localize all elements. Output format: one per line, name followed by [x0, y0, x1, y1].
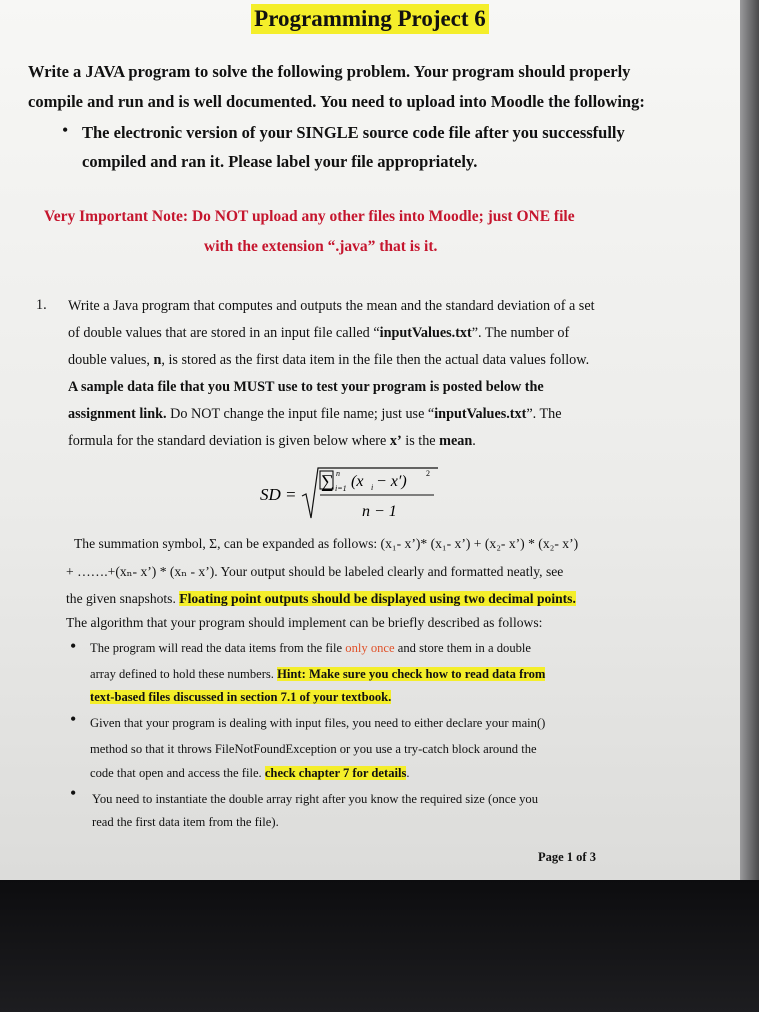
text-span: ”. The — [526, 406, 562, 422]
text-span: code that open and access the file. — [90, 766, 265, 780]
task-line-4: A sample data file that you MUST use to test your program is posted below the — [68, 379, 544, 395]
text-span: array defined to hold these numbers. — [90, 667, 278, 681]
task-line-5 — [68, 406, 562, 423]
filename-bold: inputValues.txt — [434, 406, 527, 422]
filename-bold: inputValues.txt — [379, 325, 472, 341]
formula-lhs: SD = — [260, 485, 297, 504]
highlighted-requirement: Floating point outputs should be displayed using two decimal points. — [179, 591, 576, 606]
sum-lower: i=1 — [335, 484, 347, 493]
hint-highlight: text-based files discussed in section 7.1 of your textbook. — [90, 690, 392, 704]
mean-bold: mean — [439, 433, 473, 449]
task-line-3 — [68, 352, 589, 369]
monitor-bezel — [0, 880, 759, 1012]
only-once-text: only once — [345, 641, 395, 655]
text-span: ”. The number of — [471, 325, 570, 341]
text-span: and store them in a double — [394, 641, 532, 655]
intro-bullet-line-1: The electronic version of your SINGLE source code file after you successfully — [82, 123, 625, 142]
sum-upper: n — [336, 469, 340, 478]
bullet2-line-3 — [90, 766, 410, 781]
intro-line-2: compile and run and is well documented. You need to upload into Moodle the following: — [28, 92, 645, 111]
body-line-4: The algorithm that your program should implement can be briefly described as follows: — [66, 615, 543, 630]
bullet1-line-2 — [90, 667, 545, 682]
bullet1-line-1 — [90, 641, 531, 656]
task-line-2 — [68, 325, 569, 342]
chapter-highlight: check chapter 7 for details — [264, 766, 407, 780]
bullet-dot: • — [70, 783, 77, 803]
intro-line-1: Write a JAVA program to solve the following problem. Your program should properly — [28, 62, 631, 81]
page-title: Programming Project 6 — [251, 4, 489, 34]
text-span-bold: assignment link. — [68, 406, 167, 422]
text-span: double values, — [68, 352, 154, 368]
text-span: , is stored as the first data item in the file then the actual data values follow. — [161, 352, 590, 368]
intro-bullet-line-2: compiled and ran it. Please label your file appropriately. — [82, 152, 478, 171]
bullet2-line-2: method so that it throws FileNotFoundException or you use a try-catch block around the — [90, 742, 537, 756]
text-span: The program will read the data items from the file — [90, 641, 346, 655]
text-span: Do NOT change the input file name; just use “ — [166, 406, 435, 422]
text-span: the given snapshots. — [66, 591, 180, 606]
body-line-1: The summation symbol, Σ, can be expanded as follows: (x₁- x’)* (x₁- x’) + (x₂- x’) * (x₂- x’) — [74, 536, 579, 551]
note-line-2: with the extension “.java” that is it. — [204, 238, 438, 255]
page-number: Page 1 of 3 — [538, 850, 596, 864]
hint-highlight: Hint: Make sure you check how to read data from — [277, 667, 546, 681]
body-line-3 — [66, 591, 576, 607]
body-line-2: + …….+(xₙ- x’) * (xₙ - x’). Your output should be labeled clearly and formatted neatly, see — [66, 564, 564, 579]
text-span: . — [406, 766, 410, 780]
title-container — [0, 4, 740, 34]
bullet2-line-1: Given that your program is dealing with input files, you need to either declare your main() — [90, 716, 546, 730]
task-line-6 — [68, 433, 476, 450]
formula-square: 2 — [426, 469, 430, 478]
bullet1-line-3 — [90, 690, 391, 705]
bullet-dot: • — [70, 709, 77, 729]
bullet3-line-2: read the first data item from the file). — [92, 815, 279, 829]
sum-symbol: ∑ — [321, 471, 334, 491]
text-span: . — [472, 433, 476, 449]
text-span: is the — [401, 433, 440, 449]
formula-term: (x — [351, 473, 364, 490]
n-bold: n — [153, 352, 162, 368]
monitor-edge — [740, 0, 759, 880]
std-dev-formula — [260, 462, 460, 524]
bullet-dot: • — [70, 636, 77, 656]
text-span: formula for the standard deviation is given below where — [68, 433, 390, 449]
bullet3-line-1: You need to instantiate the double array right after you know the required size (once you — [92, 792, 539, 806]
bullet-dot: • — [62, 120, 69, 140]
task-number: 1. — [36, 297, 47, 313]
x-prime-bold: x’ — [389, 433, 402, 449]
text-span: of double values that are stored in an input file called “ — [68, 325, 380, 341]
task-line-1: Write a Java program that computes and outputs the mean and the standard deviation of a set — [68, 298, 595, 314]
formula-sub-i: i — [371, 483, 374, 492]
formula-minus: − x′) — [376, 473, 407, 490]
note-line-1: Very Important Note: Do NOT upload any other files into Moodle; just ONE file — [44, 208, 575, 225]
formula-denominator: n − 1 — [362, 503, 397, 520]
